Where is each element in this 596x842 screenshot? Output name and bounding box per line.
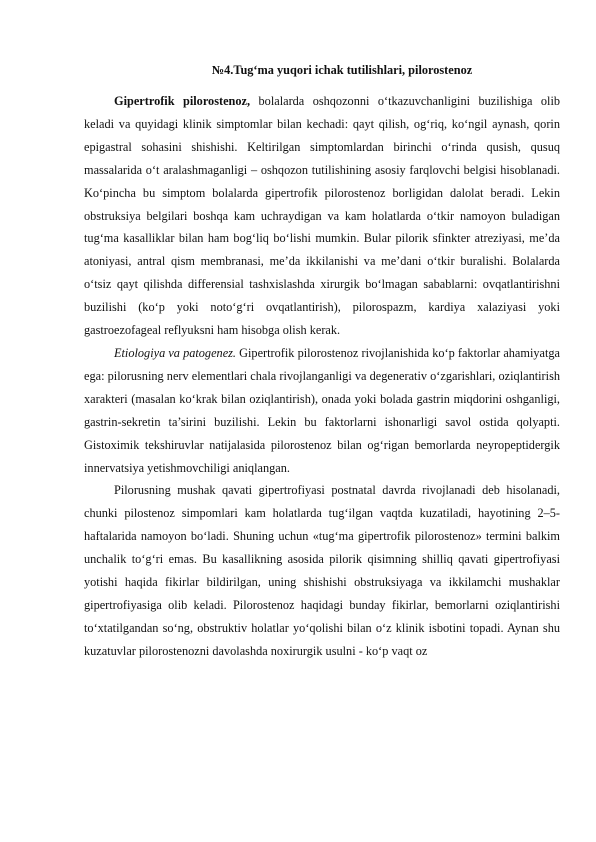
paragraph-1-body: bolalarda oshqozonni o‘tkazuvchanligini buzilishiga olib keladi va quyidagi klinik simptomlar bilan kechadi: qayt qilish, og‘riq, ko‘ngil aynash, qorin epigastral sohasini shishishi. Keltirilgan simptomlardan birinchi o‘rinda qusish, qusuq massalarida o‘t aralashmaganligi – oshqozon tutilishining asosiy farqlovchi belgisi hisoblanadi. Ko‘pincha bu simptom bolalarda gipertrofik pilorostenoz borligidan dalolat beradi. Lekin obstruksiya belgilari boshqa kam uchraydigan va kam holatlarda o‘tkir namoyon buladigan tug‘ma kasalliklar bilan ham bog‘liq bo‘lishi mumkin. Bular pilorik sfinkter atreziyasi, me’da atoniyasi, antral qism membranasi, me’da ikkilanishi va me’dani o‘tkir buralishi. Bolalarda o‘tsiz qayt qilishda differensial tashxislashda xirurgik bo‘lmagan sabablarni: ovqatlantirishni buzilishi (ko‘p yoki noto‘g‘ri ovqatlantirish), pilorospazm, kardiya xalaziyasi yoki gastroezofageal reflyuksni ham hisobga olish kerak. — [84, 94, 561, 338]
paragraph-2-lead: Etiologiya va patogenez. — [114, 345, 237, 360]
paragraph-1 — [84, 90, 560, 342]
page-title: №4.Tug‘ma yuqori ichak tutilishlari, pilorostenoz — [211, 63, 473, 77]
paragraph-1-lead: Gipertrofik pilorostenoz, — [114, 94, 251, 108]
document-page — [84, 60, 560, 663]
paragraph-3-body: Pilorusning mushak qavati gipertrofiyasi postnatal davrda rivojlanadi deb hisolanadi, chunki pilostenoz simpomlari kam holatlarda tug‘ilgan vaqtda kuzatiladi, hayotining 2–5-haftalarida namoyon bo‘ladi. Shuning uchun «tug‘ma gipertrofik pilorostenoz» termini balkim unchalik to‘g‘ri emas. Bu kasallikning asosida pilorik qisimning shilliq qavati gipertrofiyasi yotishi haqida fikirlar bildirilgan, uning shishishi obstruksiyaga va ikkilamchi mushaklar gipertrofiyasiga olib keladi. Pilorostenoz haqidagi bunday fikirlar, bemorlarni oziqlantirishi to‘xtatilgandan so‘ng, obstruktiv holatlar yo‘qolishi bilan o‘z klinik isbotini topadi. Aynan shu kuzatuvlar pilorostenozni davolashda noxirurgik usulni - ko‘p vaqt oz — [84, 483, 560, 658]
paragraph-2-body: Gipertrofik pilorostenoz rivojlanishida ko‘p faktorlar ahamiyatga ega: pilorusning nerv elementlari chala rivojlanganligi va degenerativ o‘zgarishlari, oziqlantirish xarakteri (masalan ko‘krak bilan oziqlantirish), onada yoki bolada gastrin miqdorini oshganligi, gastrin-sekretin ta’sirini buzilishi. Lekin bu faktorlarni ishonarligi savol ostida qolyapti. Gistoximik tekshiruvlar natijalasida pilorostenoz bilan og‘rigan bemorlarda neyropeptidergik innervatsiya yetishmovchiligi aniqlangan. — [84, 345, 561, 475]
paragraph-3 — [84, 479, 560, 662]
paragraph-2 — [84, 342, 560, 479]
